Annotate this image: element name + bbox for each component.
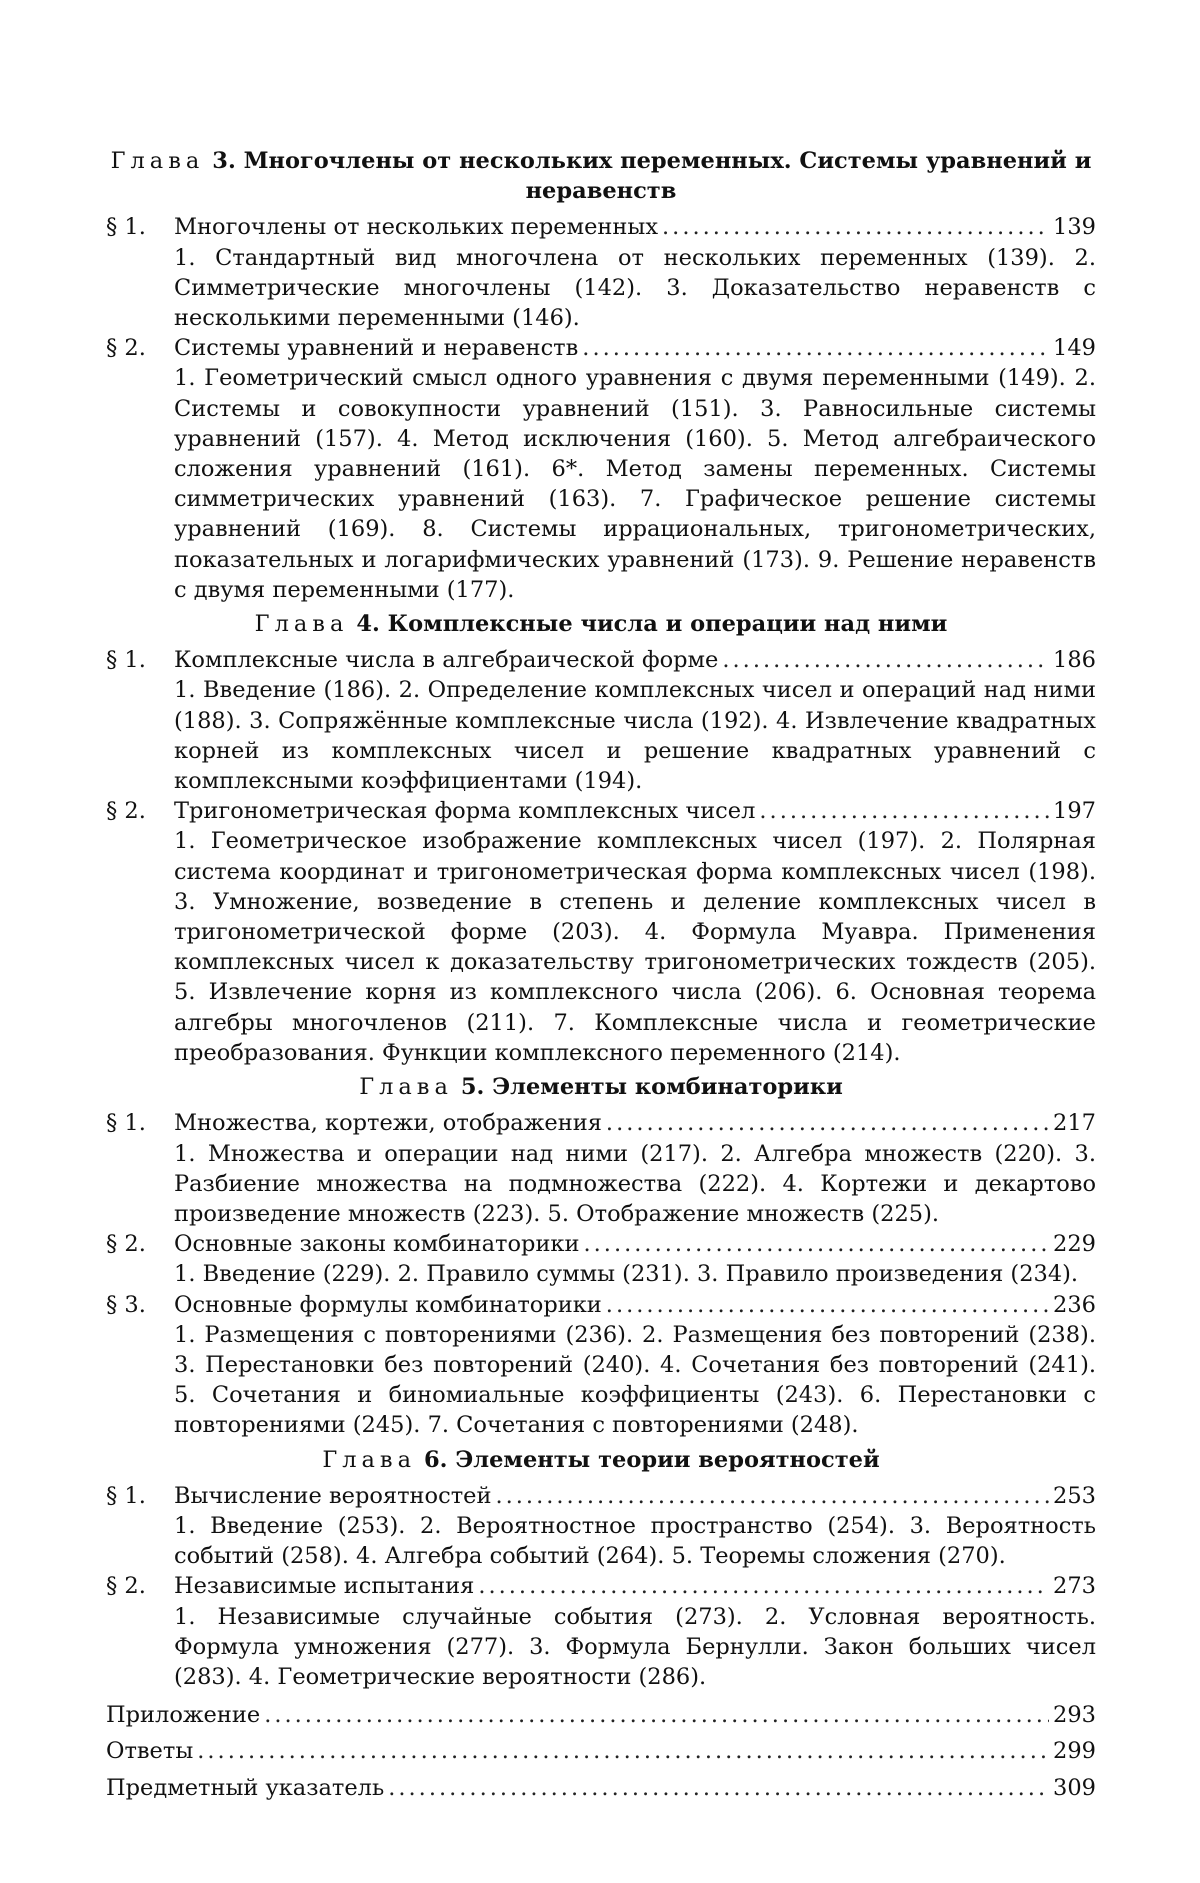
page-number: 229 [1053,1231,1096,1258]
back-matter-entry [106,1736,1096,1766]
section-number: § 2. [106,1231,146,1258]
chapter-label: Глава [110,148,205,174]
chapter-6 [106,1445,1096,1693]
section-title: Вычисление вероятностей [174,1482,492,1509]
section-number: § 1. [106,1482,146,1509]
section-number: § 2. [106,798,146,825]
section-entry [106,645,1096,796]
section-title: Системы уравнений и неравенств [174,335,579,362]
dot-leader [478,1571,1049,1601]
dot-leader [584,1229,1050,1259]
section-entry [106,1229,1096,1289]
section-number: § 1. [106,1110,146,1137]
section-number: § 2. [106,335,146,362]
section-title-line [174,1108,1096,1138]
chapter-label: Глава [359,1074,453,1101]
page-number: 293 [1053,1702,1096,1729]
page-number: 149 [1053,335,1096,362]
entry-title: Предметный указатель [106,1774,385,1801]
subsection-list: 1. Геометрический смысл одного уравнения с двумя переменными (149). 2. Системы и совокупности уравнений (151). 3. Равносильные системы уравнений (157). 4. Метод исключения (160). 5. Метод алгебраического сложения уравнений (161). 6*. Метод замены переменных. Системы симметрических уравнений (163). 7. Графическое решение системы уравнений (169). 8. Системы иррациональных, тригонометрических, показательных и логарифмических уравнений (173). 9. Решение неравенств с двумя переменными (177). [174,365,1096,603]
entry-title: Ответы [106,1738,194,1765]
chapter-heading [106,609,1096,639]
chapter-label: Глава [254,611,349,638]
section-number: § 1. [106,214,146,241]
chapter-label: Глава [322,1446,417,1473]
section-title: Множества, кортежи, отображения [174,1110,602,1137]
section-title: Тригонометрическая форма комплексных чисел [174,798,756,825]
chapter-4 [106,609,1096,1068]
section-title-line [174,333,1096,363]
section-entry [106,1571,1096,1692]
chapter-title-text: 4. Комплексные числа и операции над ними [356,611,948,638]
entry-title: Приложение [106,1702,261,1729]
back-matter-entry [106,1700,1096,1730]
section-entry [106,1481,1096,1572]
section-title: Многочлены от нескольких переменных [174,214,659,241]
dot-leader [662,212,1049,242]
page-number: 217 [1053,1110,1096,1137]
subsection-list: 1. Размещения с повторениями (236). 2. Размещения без повторений (238). 3. Перестановки без повторений (240). 4. Сочетания без повторений (241). 5. Сочетания и биномиальные коэффициенты (243). 6. Перестановки с повторениями (245). 7. Сочетания с повторениями (248). [174,1321,1096,1439]
section-number: § 2. [106,1573,146,1600]
section-title-line [174,645,1096,675]
dot-leader [388,1773,1049,1803]
chapter-title-text: 6. Элементы теории вероятностей [424,1446,880,1473]
section-entry [106,212,1096,333]
page-number: 197 [1053,798,1096,825]
chapter-3 [106,146,1096,605]
section-title-line [174,796,1096,826]
section-title: Комплексные числа в алгебраической форме [174,647,719,674]
section-title: Основные формулы комбинаторики [174,1291,602,1318]
back-matter-entry [106,1773,1096,1803]
chapter-heading [106,146,1096,206]
chapter-heading [106,1445,1096,1475]
chapter-title-text: 5. Элементы комбинаторики [460,1074,843,1101]
section-title-line [174,1571,1096,1601]
back-matter [106,1700,1096,1803]
chapter-5 [106,1072,1096,1440]
subsection-list: 1. Стандартный вид многочлена от нескольких переменных (139). 2. Симметрические многочлены (142). 3. Доказательство неравенств с несколькими переменными (146). [174,244,1096,332]
dot-leader [759,796,1049,826]
subsection-list: 1. Введение (186). 2. Определение комплексных чисел и операций над ними (188). 3. Сопряжённые комплексные числа (192). 4. Извлечение квадратных корней из комплексных чисел и решение квадратных уравнений с комплексными коэффициентами (194). [174,677,1096,795]
subsection-list: 1. Множества и операции над ними (217). 2. Алгебра множеств (220). 3. Разбиение множества на подмножества (222). 4. Кортежи и декартово произведение множеств (223). 5. Отображение множеств (225). [174,1140,1096,1227]
page-number: 299 [1053,1738,1096,1765]
section-number: § 1. [106,647,146,674]
subsection-list: 1. Введение (229). 2. Правило суммы (231). 3. Правило произведения (234). [174,1261,1079,1288]
section-title-line [174,1481,1096,1511]
section-entry [106,333,1096,605]
dot-leader [264,1700,1049,1730]
subsection-list: 1. Геометрическое изображение комплексных чисел (197). 2. Полярная система координат и тригонометрическая форма комплексных чисел (198). 3. Умножение, возведение в степень и деление комплексных чисел в тригонометрической форме (203). 4. Формула Муавра. Применения комплексных чисел к доказательству тригонометрических тождеств (205). 5. Извлечение корня из комплексного числа (206). 6. Основная теорема алгебры многочленов (211). 7. Комплексные числа и геометрические преобразования. Функции комплексного переменного (214). [174,828,1096,1066]
table-of-contents [106,142,1096,1809]
page-number: 309 [1053,1774,1096,1801]
section-title-line [174,1290,1096,1320]
page-number: 253 [1053,1482,1096,1509]
page-number: 186 [1053,647,1096,674]
section-title-line [174,212,1096,242]
section-entry [106,1290,1096,1441]
chapter-heading [106,1072,1096,1102]
section-entry [106,796,1096,1068]
dot-leader [606,1108,1049,1138]
section-title: Независимые испытания [174,1573,475,1600]
section-entry [106,1108,1096,1229]
page-number: 236 [1053,1291,1096,1318]
section-title: Основные законы комбинаторики [174,1231,580,1258]
dot-leader [606,1290,1049,1320]
subsection-list: 1. Независимые случайные события (273). 2. Условная вероятность. Формула умножения (277). 3. Формула Бернулли. Закон больших чисел (283). 4. Геометрические вероятности (286). [174,1603,1096,1690]
dot-leader [495,1481,1049,1511]
dot-leader [197,1736,1049,1766]
dot-leader [722,645,1049,675]
subsection-list: 1. Введение (253). 2. Вероятностное пространство (254). 3. Вероятность событий (258). 4. Алгебра событий (264). 5. Теоремы сложения (270). [174,1512,1096,1570]
chapter-title-text: 3. Многочлены от нескольких переменных. Системы уравнений и неравенств [212,148,1092,205]
section-title-line [174,1229,1096,1259]
page-number: 139 [1053,214,1096,241]
page-number: 273 [1053,1573,1096,1600]
dot-leader [582,333,1049,363]
section-number: § 3. [106,1291,146,1318]
